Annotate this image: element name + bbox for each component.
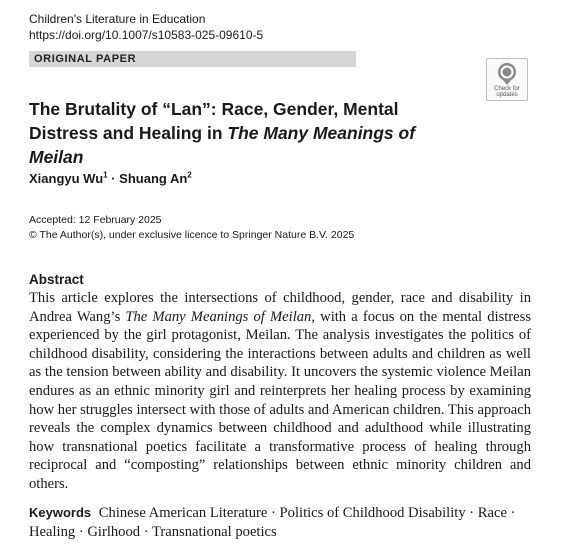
abstract-text <box>29 289 531 494</box>
section-label: ORIGINAL PAPER <box>29 51 356 67</box>
title-main: The Brutality of “Lan”: Race, Gender, Mental Distress and Healing in <box>29 99 399 143</box>
keyword: Girlhood <box>87 524 141 540</box>
doi-link[interactable]: https://doi.org/10.1007/s10583-025-09610-5 <box>29 28 264 42</box>
keyword: Chinese American Literature <box>98 505 268 521</box>
affiliation-mark[interactable]: 2 <box>187 170 192 180</box>
accepted-date: Accepted: 12 February 2025 <box>29 214 162 226</box>
keywords-label: Keywords <box>29 505 92 520</box>
paper-title <box>29 97 469 169</box>
author-separator: · <box>107 171 120 186</box>
keywords-section: Keywords Chinese American Literature · Politics of Childhood Disability · Race · Healing · Girlhood · Transnational poetics <box>29 505 516 540</box>
keyword: Politics of Childhood Disability <box>279 505 466 521</box>
keyword: Race <box>477 505 507 521</box>
refresh-ribbon-icon <box>496 62 518 86</box>
check-updates-label-1: Check for <box>494 86 520 92</box>
journal-name: Children's Literature in Education <box>29 12 206 26</box>
abstract-part-2: , with a focus on the mental distress experienced by the girl protagonist, Meilan. The analysis investigates the politics of childhood disability, considering the interactions between adults and children as well as the tension between ability and disability. It uncovers the systemic violence Meilan endures as an ethnic minority girl and reinterprets her healing process by examining how her struggles intersect with those of adults and American children. This approach reveals the complex dynamics between childhood and adulthood while illustrating how transnational poetics facilitate a transformative process of healing through reciprocal and “composting” relationships between ethnic minority children and others. <box>29 308 531 492</box>
title-italic: The Many Meanings of Meilan <box>29 123 416 167</box>
check-for-updates-button[interactable] <box>486 58 528 101</box>
copyright-notice: © The Author(s), under exclusive licence to Springer Nature B.V. 2025 <box>29 229 355 241</box>
abstract-book-title: The Many Meanings of Meilan <box>125 308 312 325</box>
abstract-part-1: This article explores the intersections of childhood, gender, race and disability in Andrea Wang’s <box>29 290 531 325</box>
affiliation-mark[interactable]: 1 <box>103 170 108 180</box>
keyword: Transnational poetics <box>151 524 277 540</box>
author-list <box>29 170 192 188</box>
abstract-heading: Abstract <box>29 272 84 287</box>
check-updates-label-2: updates <box>496 92 518 98</box>
author-name[interactable]: Shuang An <box>119 171 188 186</box>
author-name[interactable]: Xiangyu Wu <box>29 171 104 186</box>
keyword: Healing <box>29 524 76 540</box>
